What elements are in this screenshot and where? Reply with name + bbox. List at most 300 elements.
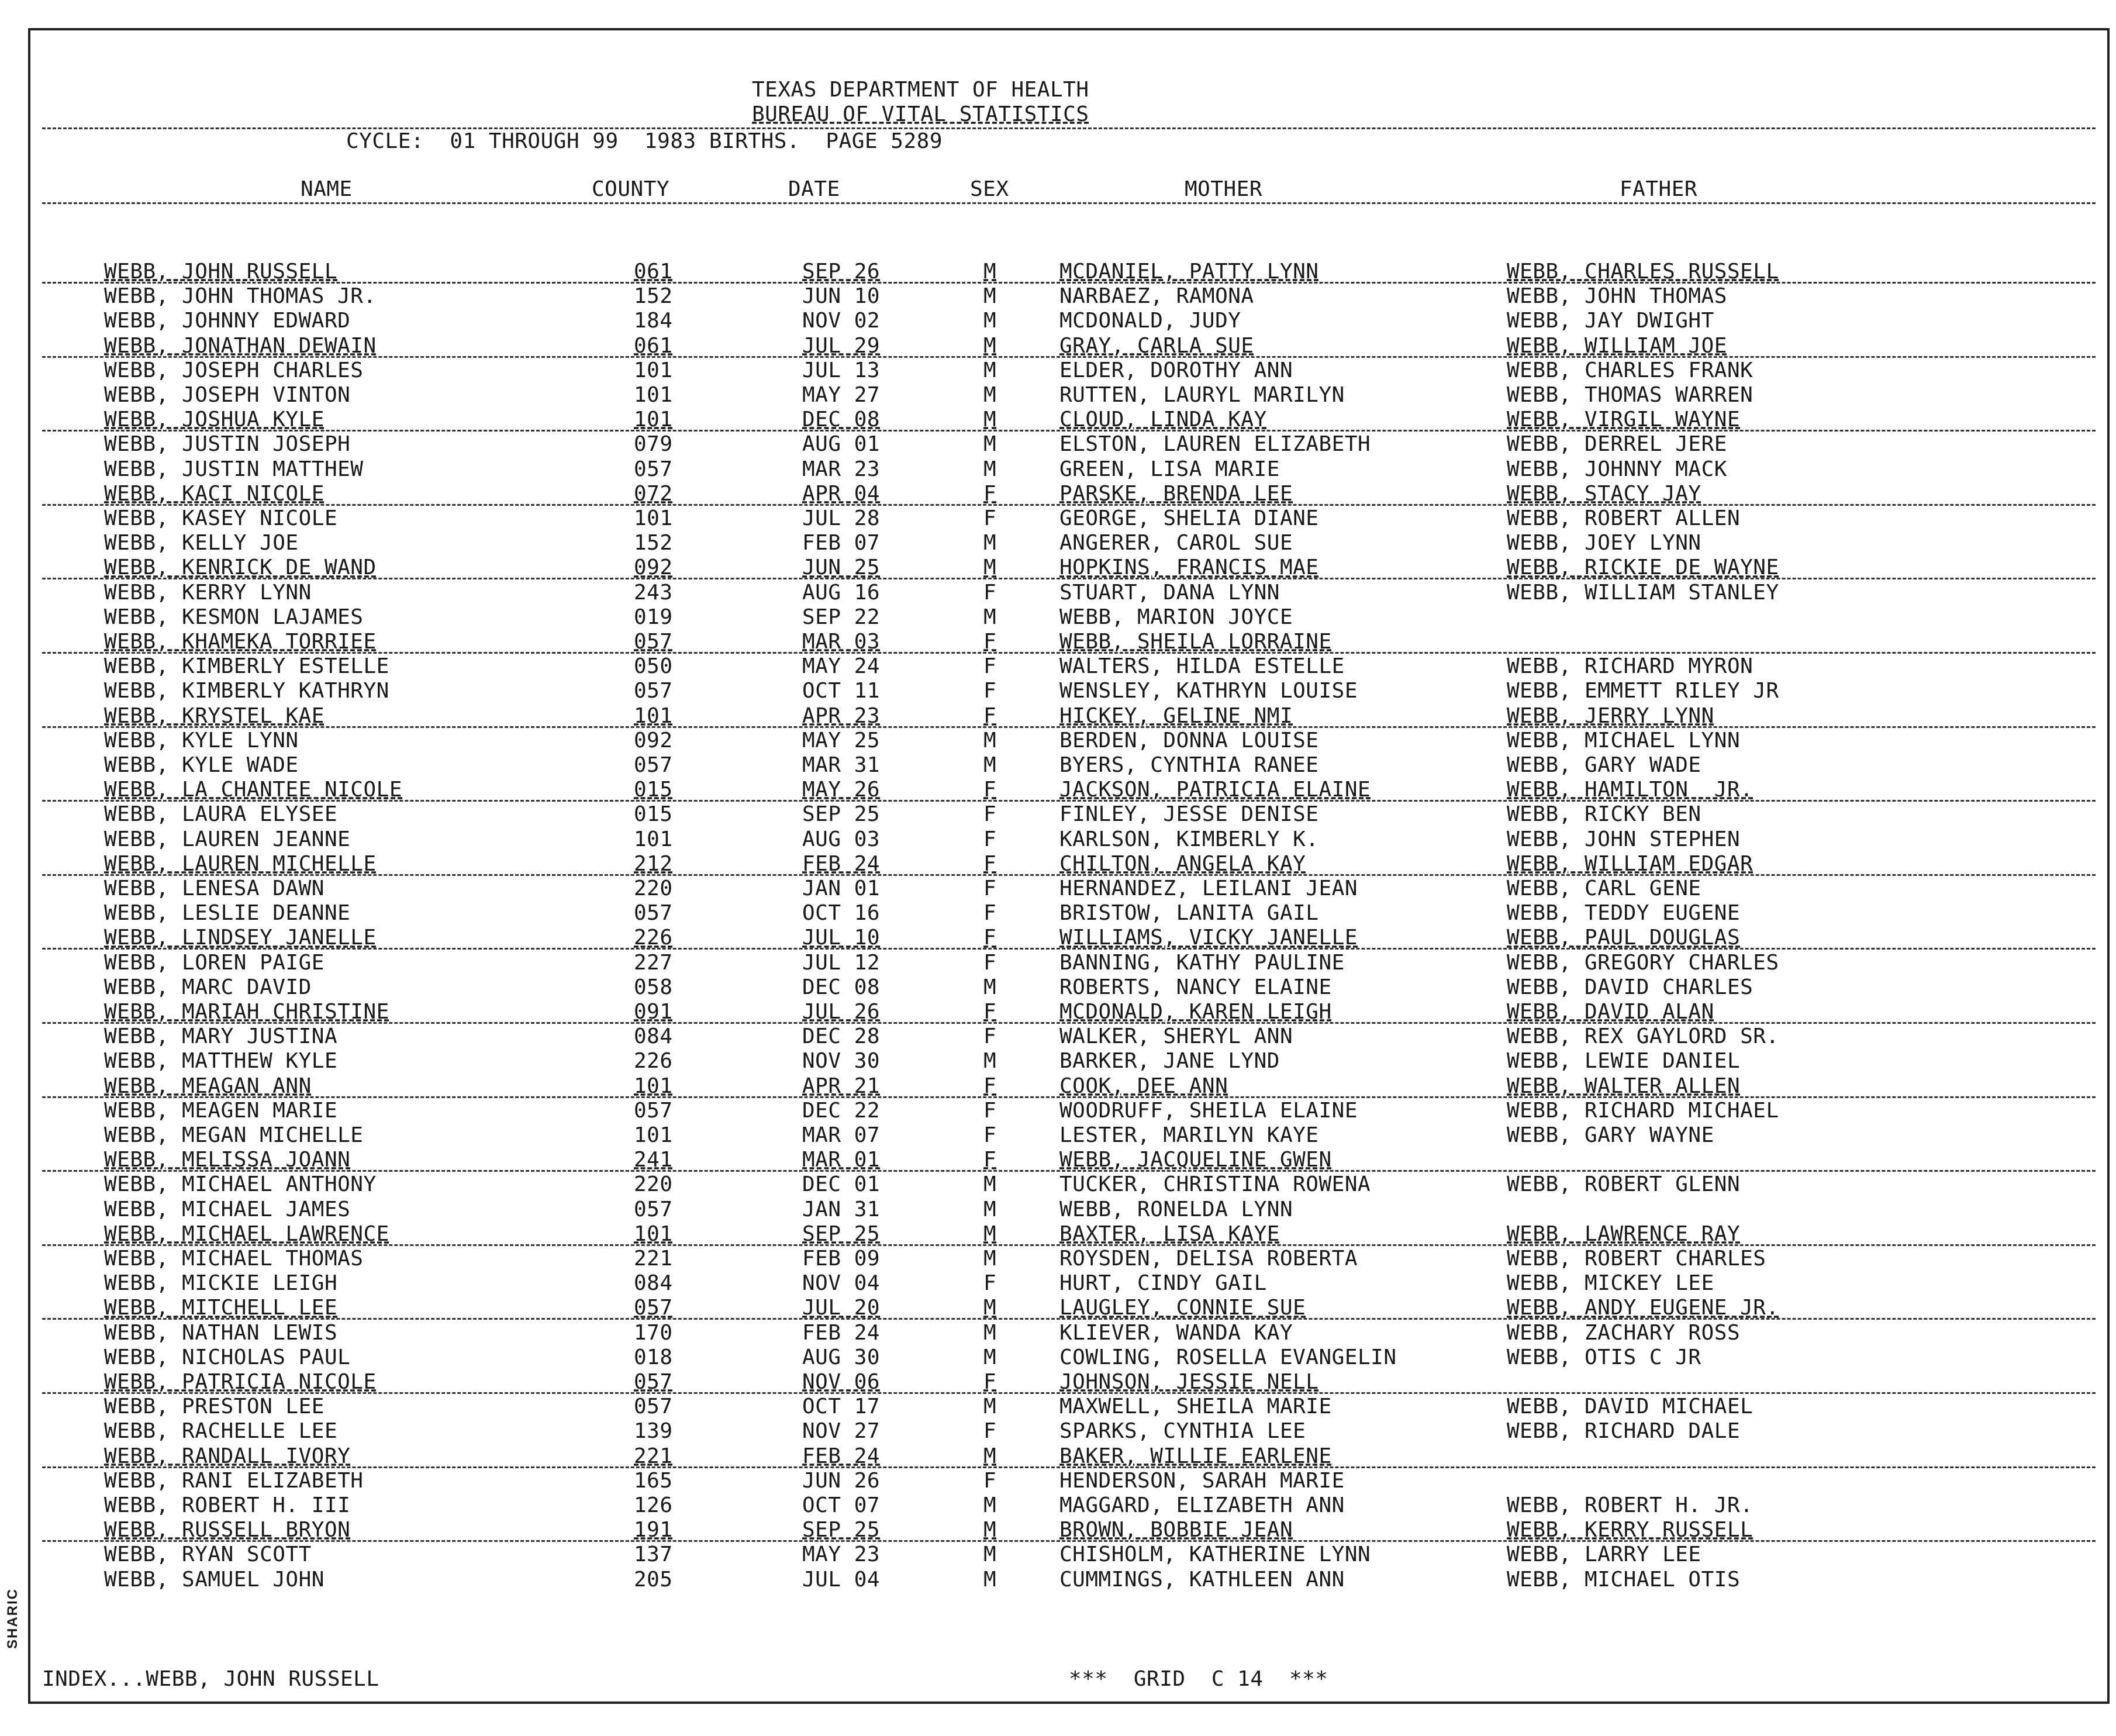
table-row — [30, 408, 2107, 432]
cell-date: JUL 29 — [802, 333, 881, 358]
cell-mother: HICKEY, GELINE NMI — [1059, 703, 1293, 728]
cell-sex: F — [983, 778, 997, 802]
table-row — [30, 827, 2107, 852]
cell-father: WEBB, TEDDY EUGENE — [1507, 901, 1741, 926]
row-separator — [42, 1540, 2096, 1542]
cell-sex: M — [983, 358, 997, 382]
cell-father: WEBB, WILLIAM EDGAR — [1507, 851, 1753, 876]
cell-sex: M — [983, 531, 997, 555]
cell-sex: M — [983, 432, 997, 457]
cell-sex: F — [983, 827, 997, 851]
cell-name: WEBB, SAMUEL JOHN — [104, 1567, 325, 1592]
cell-date: MAY 25 — [802, 728, 881, 753]
cell-mother: WILLIAMS, VICKY JANELLE — [1059, 926, 1358, 950]
cell-name: WEBB, KHAMEKA TORRIEE — [104, 630, 377, 654]
cell-date: DEC 01 — [802, 1172, 881, 1197]
cell-mother: COOK, DEE ANN — [1059, 1074, 1228, 1098]
cell-mother: MCDONALD, KAREN LEIGH — [1059, 1000, 1332, 1024]
cell-mother: BYERS, CYNTHIA RANEE — [1059, 753, 1319, 777]
cell-name: WEBB, JOSHUA KYLE — [104, 408, 325, 432]
cell-mother: KLIEVER, WANDA KAY — [1059, 1320, 1293, 1345]
cell-county: 101 — [634, 827, 673, 851]
cell-name: WEBB, RACHELLE LEE — [104, 1419, 338, 1444]
cell-county: 015 — [634, 802, 673, 827]
cell-county: 092 — [634, 728, 673, 753]
cell-father: WEBB, DAVID MICHAEL — [1507, 1395, 1753, 1419]
cell-name: WEBB, LINDSEY JANELLE — [104, 926, 377, 950]
cell-date: JUL 10 — [802, 926, 881, 950]
table-row — [30, 260, 2107, 284]
cell-father: WEBB, RICHARD DALE — [1507, 1419, 1741, 1444]
cell-mother: FINLEY, JESSE DENISE — [1059, 802, 1319, 827]
table-row — [30, 1493, 2107, 1518]
cell-name: WEBB, LAURA ELYSEE — [104, 802, 338, 827]
side-stamp: SHARIC — [5, 1587, 20, 1649]
cell-sex: F — [983, 481, 997, 506]
table-row — [30, 1049, 2107, 1074]
cell-father: WEBB, DAVID ALAN — [1507, 1000, 1714, 1024]
cell-father: WEBB, CHARLES RUSSELL — [1507, 260, 1779, 284]
column-header-sex: SEX — [970, 177, 1009, 201]
row-separator — [42, 1318, 2096, 1320]
table-row — [30, 951, 2107, 975]
cell-sex: F — [983, 1000, 997, 1024]
cell-county: 137 — [634, 1542, 673, 1567]
cell-name: WEBB, LESLIE DEANNE — [104, 901, 351, 926]
cell-name: WEBB, JUSTIN JOSEPH — [104, 432, 351, 457]
cell-name: WEBB, KIMBERLY ESTELLE — [104, 654, 389, 679]
cell-date: NOV 30 — [802, 1049, 881, 1074]
row-separator — [42, 800, 2096, 802]
cell-date: OCT 16 — [802, 901, 881, 926]
cell-mother: HURT, CINDY GAIL — [1059, 1271, 1267, 1296]
cell-mother: WENSLEY, KATHRYN LOUISE — [1059, 679, 1358, 703]
table-row — [30, 1000, 2107, 1024]
row-separator — [42, 1096, 2096, 1098]
table-row — [30, 1271, 2107, 1296]
cell-sex: F — [983, 1148, 997, 1172]
cell-date: OCT 17 — [802, 1395, 881, 1419]
column-header-county: COUNTY — [592, 177, 670, 201]
cell-date: JUL 20 — [802, 1296, 881, 1320]
cell-mother: HOPKINS, FRANCIS MAE — [1059, 555, 1319, 580]
cell-mother: STUART, DANA LYNN — [1059, 580, 1280, 605]
cell-father: WEBB, PAUL DOUGLAS — [1507, 926, 1741, 950]
table-row — [30, 457, 2107, 482]
cell-date: SEP 25 — [802, 802, 881, 827]
cell-sex: M — [983, 1444, 997, 1468]
cell-name: WEBB, MATTHEW KYLE — [104, 1049, 338, 1074]
cell-date: SEP 25 — [802, 1518, 881, 1542]
cell-sex: M — [983, 1345, 997, 1369]
table-row — [30, 1074, 2107, 1099]
cell-mother: PARSKE, BRENDA LEE — [1059, 481, 1293, 506]
cell-name: WEBB, KACI NICOLE — [104, 481, 325, 506]
table-row — [30, 1395, 2107, 1419]
cell-name: WEBB, MEAGEN MARIE — [104, 1098, 338, 1123]
cell-father: WEBB, WALTER ALLEN — [1507, 1074, 1741, 1098]
cell-county: 092 — [634, 555, 673, 580]
row-separator — [42, 430, 2096, 432]
cell-county: 221 — [634, 1444, 673, 1468]
cell-name: WEBB, KYLE WADE — [104, 753, 299, 777]
cell-county: 061 — [634, 260, 673, 284]
table-row — [30, 1568, 2107, 1592]
table-row — [30, 1197, 2107, 1222]
cell-county: 101 — [634, 408, 673, 432]
cell-date: DEC 22 — [802, 1098, 881, 1123]
cell-name: WEBB, KENRICK DE WAND — [104, 555, 377, 580]
table-row — [30, 1247, 2107, 1271]
cell-date: FEB 09 — [802, 1247, 881, 1271]
table-row — [30, 926, 2107, 950]
cell-mother: WEBB, RONELDA LYNN — [1059, 1197, 1293, 1221]
cell-name: WEBB, MITCHELL LEE — [104, 1296, 338, 1320]
cell-sex: M — [983, 728, 997, 753]
cell-name: WEBB, MARC DAVID — [104, 975, 312, 999]
cell-name: WEBB, NICHOLAS PAUL — [104, 1345, 351, 1369]
cell-father: WEBB, MICHAEL OTIS — [1507, 1567, 1741, 1592]
cell-father: WEBB, ZACHARY ROSS — [1507, 1320, 1741, 1345]
cell-date: NOV 04 — [802, 1271, 881, 1296]
table-row — [30, 309, 2107, 333]
cell-name: WEBB, JONATHAN DEWAIN — [104, 333, 377, 358]
cell-county: 241 — [634, 1148, 673, 1172]
cell-sex: M — [983, 260, 997, 284]
cell-father: WEBB, WILLIAM JOE — [1507, 333, 1727, 358]
cell-father: WEBB, JAY DWIGHT — [1507, 309, 1714, 333]
cell-father: WEBB, CHARLES FRANK — [1507, 358, 1753, 382]
cell-mother: JOHNSON, JESSIE NELL — [1059, 1370, 1319, 1394]
cell-sex: M — [983, 753, 997, 777]
table-row — [30, 876, 2107, 901]
cell-sex: M — [983, 1247, 997, 1271]
cell-date: APR 21 — [802, 1074, 881, 1098]
table-row — [30, 1469, 2107, 1493]
cell-date: JUL 04 — [802, 1567, 881, 1592]
cell-name: WEBB, KESMON LAJAMES — [104, 605, 364, 629]
cell-father: WEBB, KERRY RUSSELL — [1507, 1518, 1753, 1542]
column-header-mother: MOTHER — [1185, 177, 1263, 201]
cell-father: WEBB, DERREL JERE — [1507, 432, 1727, 457]
cell-sex: F — [983, 506, 997, 530]
cell-sex: M — [983, 1197, 997, 1221]
cell-county: 057 — [634, 1370, 673, 1394]
cell-date: DEC 28 — [802, 1024, 881, 1049]
cell-father: WEBB, THOMAS WARREN — [1507, 383, 1753, 407]
cell-sex: F — [983, 1123, 997, 1147]
cell-name: WEBB, MEAGAN ANN — [104, 1074, 312, 1098]
cell-date: JUL 26 — [802, 1000, 881, 1024]
cell-sex: M — [983, 975, 997, 999]
cell-county: 057 — [634, 1395, 673, 1419]
cell-father: WEBB, RICHARD MICHAEL — [1507, 1098, 1779, 1123]
cell-mother: BROWN, BOBBIE JEAN — [1059, 1518, 1293, 1542]
cell-father: WEBB, CARL GENE — [1507, 876, 1701, 900]
table-row — [30, 1222, 2107, 1247]
cell-date: NOV 06 — [802, 1370, 881, 1394]
column-header-date: DATE — [788, 177, 840, 201]
table-row — [30, 358, 2107, 383]
cell-name: WEBB, MARY JUSTINA — [104, 1024, 338, 1049]
table-row — [30, 1370, 2107, 1395]
cell-county: 221 — [634, 1247, 673, 1271]
cell-father: WEBB, JERRY LYNN — [1507, 703, 1714, 728]
cell-county: 191 — [634, 1518, 673, 1542]
cell-mother: CHILTON, ANGELA KAY — [1059, 851, 1306, 876]
cell-father: WEBB, LEWIE DANIEL — [1507, 1049, 1741, 1074]
cell-name: WEBB, RUSSELL BRYON — [104, 1518, 351, 1542]
cell-father: WEBB, JOHN THOMAS — [1507, 284, 1727, 309]
cell-date: MAY 27 — [802, 383, 881, 407]
cell-county: 101 — [634, 1221, 673, 1246]
table-row — [30, 654, 2107, 679]
cell-name: WEBB, JOSEPH VINTON — [104, 383, 351, 407]
cell-county: 226 — [634, 1049, 673, 1074]
cell-mother: BRISTOW, LANITA GAIL — [1059, 901, 1319, 926]
cell-county: 084 — [634, 1271, 673, 1296]
cell-date: DEC 08 — [802, 975, 881, 999]
cell-sex: M — [983, 1518, 997, 1542]
cell-county: 139 — [634, 1419, 673, 1444]
cell-county: 101 — [634, 703, 673, 728]
cell-name: WEBB, LENESA DAWN — [104, 876, 325, 900]
cell-county: 018 — [634, 1345, 673, 1369]
cell-father: WEBB, ROBERT CHARLES — [1507, 1247, 1766, 1271]
cell-sex: M — [983, 555, 997, 580]
table-row — [30, 778, 2107, 802]
cell-father: WEBB, JOHNNY MACK — [1507, 457, 1727, 481]
table-row — [30, 901, 2107, 926]
table-row — [30, 729, 2107, 753]
cell-name: WEBB, MICHAEL LAWRENCE — [104, 1221, 389, 1246]
row-separator — [42, 356, 2096, 358]
cell-father: WEBB, LARRY LEE — [1507, 1542, 1701, 1567]
cell-sex: M — [983, 1172, 997, 1197]
cell-sex: F — [983, 580, 997, 605]
cell-sex: M — [983, 309, 997, 333]
cell-sex: F — [983, 1098, 997, 1123]
cell-date: SEP 22 — [802, 605, 881, 629]
cell-name: WEBB, JOHNNY EDWARD — [104, 309, 351, 333]
cell-county: 079 — [634, 432, 673, 457]
table-row — [30, 1024, 2107, 1049]
cell-father: WEBB, OTIS C JR — [1507, 1345, 1701, 1369]
cell-sex: M — [983, 457, 997, 481]
table-row — [30, 383, 2107, 408]
table-row — [30, 852, 2107, 876]
cell-county: 057 — [634, 753, 673, 777]
cell-date: AUG 01 — [802, 432, 881, 457]
cell-mother: COWLING, ROSELLA EVANGELIN — [1059, 1345, 1397, 1369]
cell-father: WEBB, RICHARD MYRON — [1507, 654, 1753, 679]
cell-date: AUG 03 — [802, 827, 881, 851]
cell-mother: CUMMINGS, KATHLEEN ANN — [1059, 1567, 1345, 1592]
cell-sex: F — [983, 703, 997, 728]
table-row — [30, 531, 2107, 555]
table-row — [30, 753, 2107, 778]
cell-date: JUN 26 — [802, 1468, 881, 1493]
cell-name: WEBB, NATHAN LEWIS — [104, 1320, 338, 1345]
cell-county: 057 — [634, 1296, 673, 1320]
cell-county: 072 — [634, 481, 673, 506]
cell-sex: M — [983, 1395, 997, 1419]
table-row — [30, 1518, 2107, 1542]
table-row — [30, 506, 2107, 531]
cell-sex: M — [983, 408, 997, 432]
cell-sex: F — [983, 1074, 997, 1098]
table-row — [30, 1419, 2107, 1444]
cell-sex: F — [983, 1024, 997, 1049]
cell-mother: BAXTER, LISA KAYE — [1059, 1221, 1280, 1246]
cell-father: WEBB, GREGORY CHARLES — [1507, 950, 1779, 975]
cell-county: 152 — [634, 531, 673, 555]
cell-sex: M — [983, 1493, 997, 1517]
cell-father: WEBB, GARY WADE — [1507, 753, 1701, 777]
cell-sex: F — [983, 802, 997, 827]
table-row — [30, 1099, 2107, 1123]
cell-county: 061 — [634, 333, 673, 358]
cell-mother: WEBB, SHEILA LORRAINE — [1059, 630, 1332, 654]
cell-date: SEP 26 — [802, 260, 881, 284]
cell-father: WEBB, JOEY LYNN — [1507, 531, 1701, 555]
cell-sex: M — [983, 1567, 997, 1592]
cell-sex: M — [983, 383, 997, 407]
cell-mother: MAGGARD, ELIZABETH ANN — [1059, 1493, 1345, 1517]
cell-father: WEBB, REX GAYLORD SR. — [1507, 1024, 1779, 1049]
table-row — [30, 1296, 2107, 1320]
cell-date: MAR 07 — [802, 1123, 881, 1147]
cell-date: JAN 31 — [802, 1197, 881, 1221]
cell-date: JUN 10 — [802, 284, 881, 309]
cell-date: FEB 24 — [802, 1444, 881, 1468]
cell-sex: F — [983, 1271, 997, 1296]
cell-county: 057 — [634, 457, 673, 481]
cell-county: 184 — [634, 309, 673, 333]
cell-county: 057 — [634, 679, 673, 703]
cell-county: 057 — [634, 1098, 673, 1123]
cell-name: WEBB, MICHAEL ANTHONY — [104, 1172, 377, 1197]
cell-sex: F — [983, 851, 997, 876]
cell-county: 057 — [634, 901, 673, 926]
cell-county: 019 — [634, 605, 673, 629]
cell-sex: F — [983, 1370, 997, 1394]
cell-mother: BANNING, KATHY PAULINE — [1059, 950, 1345, 975]
cell-name: WEBB, JOHN RUSSELL — [104, 260, 338, 284]
row-separator — [42, 1170, 2096, 1172]
cell-date: JUL 12 — [802, 950, 881, 975]
cell-name: WEBB, MARIAH CHRISTINE — [104, 1000, 389, 1024]
cell-county: 170 — [634, 1320, 673, 1345]
cell-father: WEBB, ROBERT H. JR. — [1507, 1493, 1753, 1517]
table-row — [30, 1542, 2107, 1567]
cell-date: FEB 24 — [802, 851, 881, 876]
cell-county: 015 — [634, 778, 673, 802]
cell-father: WEBB, RICKY BEN — [1507, 802, 1701, 827]
table-row — [30, 1148, 2107, 1172]
cell-county: 152 — [634, 284, 673, 309]
cell-date: FEB 24 — [802, 1320, 881, 1345]
cell-county: 243 — [634, 580, 673, 605]
cell-name: WEBB, RANDALL IVORY — [104, 1444, 351, 1468]
cell-father: WEBB, ROBERT GLENN — [1507, 1172, 1741, 1197]
cell-mother: HERNANDEZ, LEILANI JEAN — [1059, 876, 1358, 900]
cell-county: 057 — [634, 630, 673, 654]
cell-date: APR 04 — [802, 481, 881, 506]
cell-sex: M — [983, 1320, 997, 1345]
cell-date: MAR 03 — [802, 630, 881, 654]
row-separator — [42, 504, 2096, 506]
cell-name: WEBB, PATRICIA NICOLE — [104, 1370, 377, 1394]
table-row — [30, 1172, 2107, 1197]
cell-name: WEBB, KELLY JOE — [104, 531, 299, 555]
cell-date: OCT 07 — [802, 1493, 881, 1517]
cell-date: NOV 27 — [802, 1419, 881, 1444]
cell-name: WEBB, KRYSTEL KAE — [104, 703, 325, 728]
cell-mother: MCDANIEL, PATTY LYNN — [1059, 260, 1319, 284]
cell-sex: F — [983, 926, 997, 950]
cell-mother: BERDEN, DONNA LOUISE — [1059, 728, 1319, 753]
cell-father: WEBB, MICKEY LEE — [1507, 1271, 1714, 1296]
cell-father: WEBB, VIRGIL WAYNE — [1507, 408, 1741, 432]
column-header-father: FATHER — [1620, 177, 1698, 201]
table-row — [30, 334, 2107, 358]
table-row — [30, 432, 2107, 457]
cell-date: APR 23 — [802, 703, 881, 728]
table-row — [30, 482, 2107, 506]
cell-name: WEBB, RYAN SCOTT — [104, 1542, 312, 1567]
cell-father: WEBB, EMMETT RILEY JR — [1507, 679, 1779, 703]
table-row — [30, 1345, 2107, 1370]
cell-sex: M — [983, 605, 997, 629]
cell-mother: ROYSDEN, DELISA ROBERTA — [1059, 1247, 1358, 1271]
table-row — [30, 555, 2107, 580]
cell-county: 084 — [634, 1024, 673, 1049]
cell-mother: JACKSON, PATRICIA ELAINE — [1059, 778, 1371, 802]
cell-county: 226 — [634, 926, 673, 950]
table-row — [30, 704, 2107, 729]
cell-date: MAY 24 — [802, 654, 881, 679]
table-row — [30, 1123, 2107, 1148]
cell-sex: F — [983, 1419, 997, 1444]
cell-date: MAR 23 — [802, 457, 881, 481]
cell-mother: ELDER, DOROTHY ANN — [1059, 358, 1293, 382]
cell-date: JUL 13 — [802, 358, 881, 382]
cell-mother: ROBERTS, NANCY ELAINE — [1059, 975, 1332, 999]
cell-mother: BARKER, JANE LYND — [1059, 1049, 1280, 1074]
table-row — [30, 802, 2107, 827]
index-footer: INDEX...WEBB, JOHN RUSSELL — [42, 1667, 379, 1691]
cell-county: 101 — [634, 506, 673, 530]
cell-date: MAR 01 — [802, 1148, 881, 1172]
cell-county: 050 — [634, 654, 673, 679]
cell-date: AUG 16 — [802, 580, 881, 605]
cell-sex: F — [983, 876, 997, 900]
cell-county: 220 — [634, 1172, 673, 1197]
cell-mother: SPARKS, CYNTHIA LEE — [1059, 1419, 1306, 1444]
row-separator — [42, 578, 2096, 579]
cell-sex: F — [983, 950, 997, 975]
row-separator — [42, 1244, 2096, 1246]
cell-mother: CLOUD, LINDA KAY — [1059, 408, 1267, 432]
cell-mother: MCDONALD, JUDY — [1059, 309, 1241, 333]
cell-mother: NARBAEZ, RAMONA — [1059, 284, 1254, 309]
cell-father: WEBB, STACY JAY — [1507, 481, 1701, 506]
cell-name: WEBB, MELISSA JOANN — [104, 1148, 351, 1172]
cell-name: WEBB, KASEY NICOLE — [104, 506, 338, 530]
cell-mother: WALTERS, HILDA ESTELLE — [1059, 654, 1345, 679]
cell-sex: F — [983, 901, 997, 926]
